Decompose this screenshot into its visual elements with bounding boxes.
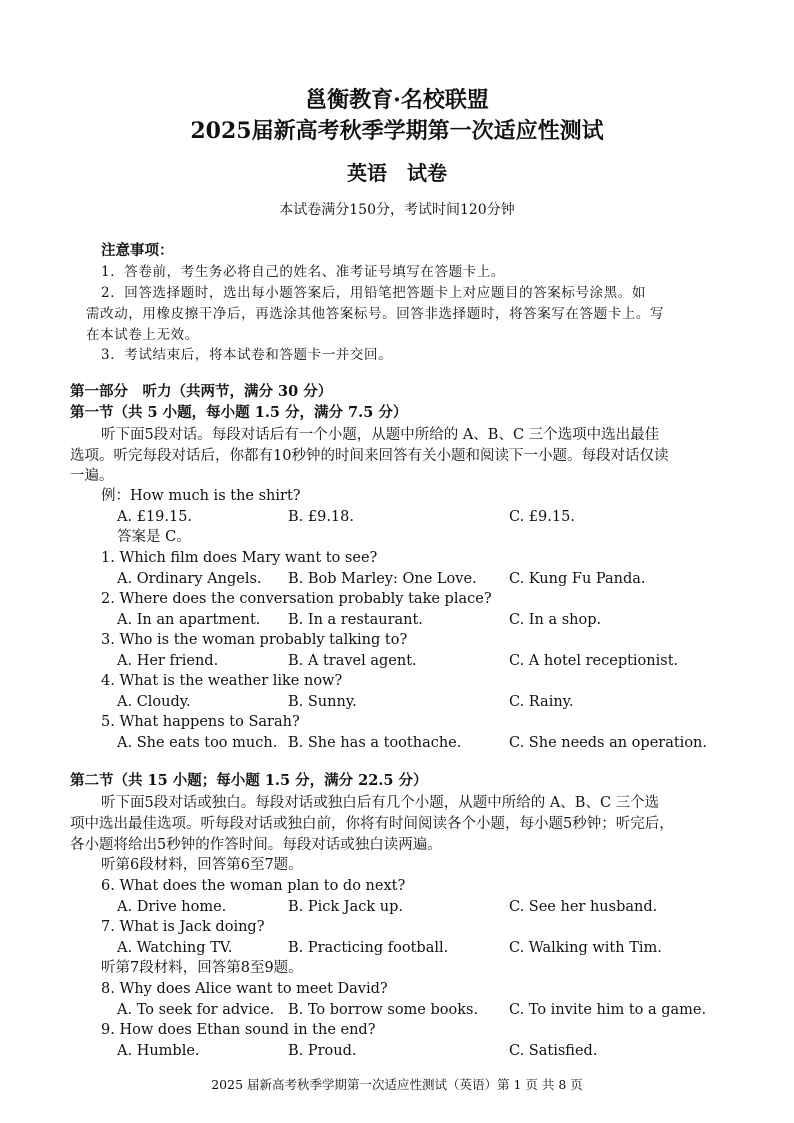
subject-title: 英语 试卷 — [347, 161, 447, 185]
option-c: C. See her husband. — [509, 899, 658, 915]
example-option-b: B. £9.18. — [288, 509, 354, 525]
question-2: 2. Where does the conversation probably take place? — [101, 591, 492, 607]
option-c: C. Rainy. — [509, 694, 574, 710]
material-7-instruction: 听第7段材料，回答第8至9题。 — [101, 960, 303, 976]
question-8: 8. Why does Alice want to meet David? — [101, 981, 388, 997]
section1-instruction: 一遍。 — [70, 468, 114, 484]
section1-title: 第一节（共 5 小题，每小题 1.5 分，满分 7.5 分） — [70, 404, 408, 421]
example-option-c: C. £9.15. — [509, 509, 575, 525]
option-b: B. A travel agent. — [288, 653, 417, 669]
option-a: A. In an apartment. — [117, 612, 261, 628]
option-b: B. Pick Jack up. — [288, 899, 403, 915]
question-5: 5. What happens to Sarah? — [101, 714, 300, 730]
option-b: B. To borrow some books. — [288, 1002, 479, 1018]
option-c: C. In a shop. — [509, 612, 602, 628]
section2-instruction: 各小题将给出5秒钟的作答时间。每段对话或独白读两遍。 — [70, 837, 442, 853]
notice-title: 注意事项： — [101, 242, 174, 259]
notice-line: 在本试卷上无效。 — [86, 327, 199, 343]
question-6: 6. What does the woman plan to do next? — [101, 878, 406, 894]
section2-instruction: 项中选出最佳选项。听每段对话或独白前，你将有时间阅读各个小题，每小题5秒钟；听完后， — [70, 816, 674, 832]
option-c: C. Walking with Tim. — [509, 940, 662, 956]
option-a: A. To seek for advice. — [117, 1002, 275, 1018]
option-a: A. Ordinary Angels. — [117, 571, 262, 587]
option-b: B. In a restaurant. — [288, 612, 423, 628]
section2-title: 第二节（共 15 小题；每小题 1.5 分，满分 22.5 分） — [70, 772, 428, 789]
part1-title: 第一部分 听力（共两节，满分 30 分） — [70, 383, 333, 400]
exam-organization: 邕衡教育·名校联盟 — [305, 87, 489, 113]
notice-line: 1．答卷前，考生务必将自己的姓名、准考证号填写在答题卡上。 — [101, 264, 505, 280]
question-1: 1. Which film does Mary want to see? — [101, 550, 378, 566]
option-b: B. Practicing football. — [288, 940, 449, 956]
question-9: 9. How does Ethan sound in the end? — [101, 1022, 376, 1038]
option-b: B. Bob Marley: One Love. — [288, 571, 477, 587]
notice-line: 2．回答选择题时，选出每小题答案后，用铅笔把答题卡上对应题目的答案标号涂黑。如 — [101, 285, 646, 301]
notice-line: 需改动，用橡皮擦干净后，再选涂其他答案标号。回答非选择题时，将答案写在答题卡上。写 — [86, 306, 665, 322]
option-c: C. Satisfied. — [509, 1043, 598, 1059]
notice-line: 3．考试结束后，将本试卷和答题卡一并交回。 — [101, 347, 393, 363]
option-a: A. Watching TV. — [117, 940, 233, 956]
material-6-instruction: 听第6段材料，回答第6至7题。 — [101, 857, 303, 873]
section1-instruction: 听下面5段对话。每段对话后有一个小题，从题中所给的 A、B、C 三个选项中选出最佳 — [101, 427, 660, 443]
option-c: C. Kung Fu Panda. — [509, 571, 646, 587]
exam-title: 2025届新高考秋季学期第一次适应性测试 — [190, 118, 604, 144]
example-answer: 答案是 C。 — [117, 529, 191, 545]
option-a: A. Humble. — [117, 1043, 200, 1059]
option-a: A. Cloudy. — [117, 694, 191, 710]
section1-instruction: 选项。听完每段对话后，你都有10秒钟的时间来回答有关小题和阅读下一小题。每段对话仅读 — [70, 448, 669, 464]
option-c: C. To invite him to a game. — [509, 1002, 707, 1018]
option-a: A. She eats too much. — [117, 735, 278, 751]
option-b: B. She has a toothache. — [288, 735, 462, 751]
option-c: C. A hotel receptionist. — [509, 653, 679, 669]
example-question: 例：How much is the shirt? — [101, 488, 301, 504]
option-c: C. She needs an operation. — [509, 735, 707, 751]
question-4: 4. What is the weather like now? — [101, 673, 343, 689]
page-footer: 2025 届新高考秋季学期第一次适应性测试（英语）第 1 页 共 8 页 — [211, 1077, 583, 1092]
question-3: 3. Who is the woman probably talking to? — [101, 632, 408, 648]
example-option-a: A. £19.15. — [117, 509, 193, 525]
option-b: B. Proud. — [288, 1043, 357, 1059]
section2-instruction: 听下面5段对话或独白。每段对话或独白后有几个小题，从题中所给的 A、B、C 三个选 — [101, 795, 660, 811]
option-b: B. Sunny. — [288, 694, 357, 710]
option-a: A. Her friend. — [117, 653, 219, 669]
question-7: 7. What is Jack doing? — [101, 919, 265, 935]
exam-info: 本试卷满分150分，考试时间120分钟 — [279, 202, 515, 218]
option-a: A. Drive home. — [117, 899, 227, 915]
